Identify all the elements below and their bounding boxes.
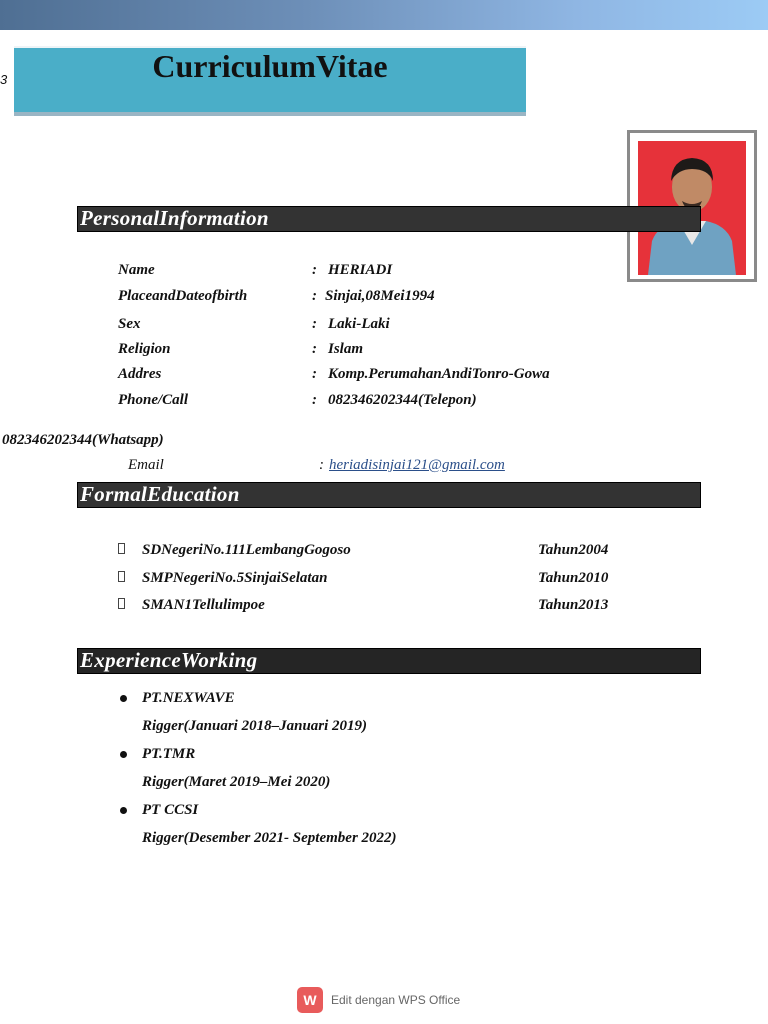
education-year: Tahun2010 [538,570,609,586]
section-bar-experience [77,648,701,674]
info-colon: : [312,392,317,408]
info-label: Addres [118,366,162,382]
info-colon: : [312,366,317,382]
experience-company: PT.NEXWAVE [142,690,235,706]
info-value: Sinjai,08Mei1994 [325,288,435,304]
title-box [14,46,526,116]
email-link[interactable]: heriadisinjai121@gmail.com [329,457,505,473]
section-title-experience: ExperienceWorking [80,648,258,672]
info-value: Islam [328,341,364,357]
bullet-icon [118,543,125,554]
bullet-dot-icon [120,695,127,702]
education-school: SMPNegeriNo.5SinjaiSelatan [142,570,328,586]
info-label: Name [118,262,155,278]
education-year: Tahun2013 [538,597,609,613]
info-colon: : [312,262,317,278]
bullet-dot-icon [120,807,127,814]
bullet-icon [118,571,125,582]
top-banner [0,0,768,30]
section-title-education: FormalEducation [80,482,240,506]
bullet-icon [118,598,125,609]
info-value: 082346202344(Telepon) [328,392,477,408]
bullet-dot-icon [120,751,127,758]
education-year: Tahun2004 [538,542,609,558]
experience-role: Rigger(Desember 2021- September 2022) [142,830,397,846]
info-colon: : [312,316,317,332]
experience-company: PT CCSI [142,802,199,818]
email-colon: : [319,457,324,473]
education-school: SMAN1Tellulimpoe [142,597,265,613]
page-marker: 3 [0,72,8,87]
document-title: CurriculumVitae [152,48,388,84]
info-label: PlaceandDateofbirth [118,288,248,304]
info-colon: : [312,341,317,357]
experience-role: Rigger(Maret 2019–Mei 2020) [142,774,331,790]
info-value: HERIADI [328,262,393,278]
info-value: Laki-Laki [328,316,390,332]
info-label: Phone/Call [118,392,189,408]
whatsapp-number: 082346202344(Whatsapp) [2,432,164,448]
wps-edit-label: Edit dengan WPS Office [331,993,461,1007]
section-title-personal: PersonalInformation [80,206,269,230]
education-school: SDNegeriNo.111LembangGogoso [142,542,351,558]
info-value: Komp.PerumahanAndiTonro-Gowa [328,366,550,382]
section-bar-education [77,482,701,508]
email-label: Email [128,457,164,473]
section-bar-personal [77,206,701,232]
wps-edit-button[interactable] [297,987,477,1013]
info-colon: : [312,288,317,304]
experience-company: PT.TMR [142,746,196,762]
experience-role: Rigger(Januari 2018–Januari 2019) [142,718,368,734]
info-label: Sex [118,316,141,332]
info-label: Religion [118,341,171,357]
wps-office-icon: W [297,987,323,1013]
